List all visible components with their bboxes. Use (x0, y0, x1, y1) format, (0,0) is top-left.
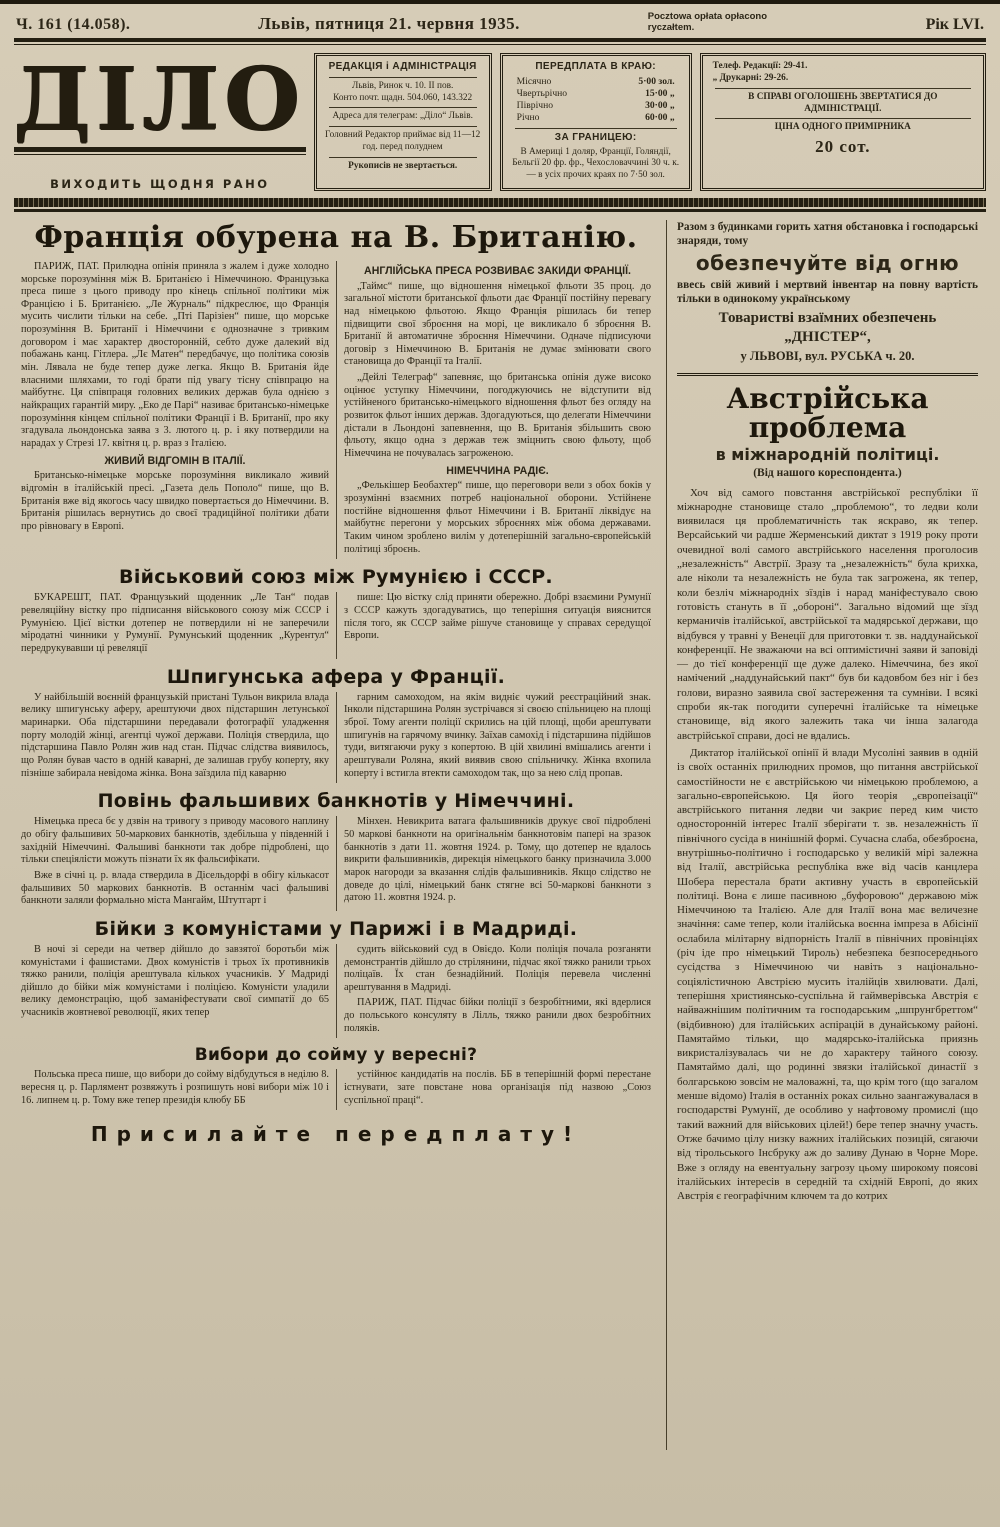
redaction-box (314, 53, 492, 191)
divider (329, 157, 477, 158)
section-sejm-elections (14, 1045, 658, 1110)
ad-body: ввесь свій живий і мертвий інвентар на повну вартість тільки в одинокому українському (677, 279, 978, 306)
subheadline: ЖИВИЙ ВІДГОМІН В ІТАЛІЇ. (104, 454, 246, 467)
newspaper-logo: ДІЛО (14, 48, 306, 150)
article-paragraph: Вже в січні ц. р. влада ствердила в Дісельдорфі в обігу кількасот фальшивих 50 маркових банкнотів. В останнім часі фальшиві банкноти заляли формально міста Мангайм, Штутгарт і (21, 869, 329, 907)
top-bar (14, 10, 986, 38)
section-headline: Повінь фальшивих банкнотів у Німеччині. (97, 790, 575, 813)
right-column (666, 220, 978, 1450)
article-paragraph: „Таймс“ пише, що відношення німецької фльоти 35 проц. до загальної містоти британської фльоти дає Франції постійну перевагу над німецькою фльотою. Якщо Франція рішилась би тепер підвищити свої зброєння на морі, це викликало б зброєння В. Британії й автоматичне зброєння Німеччини. Одначе підписуючи договір з Німеччиною В. Британія не думає змінювати свого становища до Франції та Італії. (344, 280, 651, 368)
article-paragraph: ПАРИЖ, ПАТ. Підчас бійки поліції з безробітними, які вдерлися до польського консуляту в Лілль, тяжко ранили двох безробітних поляків. (344, 997, 651, 1034)
lead-column-right (336, 261, 658, 560)
date-line: Львів, пятниця 21. червня 1935. (258, 13, 520, 33)
left-region (14, 220, 666, 1450)
section-column-left (14, 944, 336, 1039)
section-column-left (14, 692, 336, 784)
section-column-right (336, 592, 658, 658)
lead-column-left (14, 261, 336, 560)
section-spy-affair (14, 666, 658, 784)
divider (329, 77, 477, 78)
ad-address: у ЛЬВОВІ, вул. РУСЬКА ч. 20. (740, 348, 915, 363)
subscription-label: Чвертьрічно (516, 87, 568, 99)
subscription-title: ПЕРЕДПЛАТА В КРАЮ: (535, 60, 657, 72)
section-column-left (14, 816, 336, 911)
article-paragraph: пише: Цю вістку слід приняти обережно. Добрі взаємини Румунії з СССР кажуть здогадуватись, що теперішня ситуація вияснится після того, як СССР займе рішуче становище у справах середущої Европи. (344, 592, 651, 642)
issue-number: Ч. 161 (14.058). (16, 15, 131, 33)
ad-intro: Разом з будинками горить хатня обстановка і господарські знаряди, тому (677, 220, 978, 247)
section-headline: Шпигунська афера у Франції. (166, 665, 506, 688)
article-paragraph: устійнює кандидатів на послів. ББ в теперішній формі перестане істнувати, зате повстане нова організація під назвою „Союз суспільної праці“. (344, 1069, 651, 1106)
subscription-value: 5·00 зол. (638, 75, 675, 87)
subscription-abroad-title: ЗА ГРАНИЦЕЮ: (554, 131, 637, 143)
ad-slogan: обезпечуйте від огню (695, 251, 960, 276)
divider (329, 126, 477, 127)
contact-box (700, 53, 986, 191)
subheadline: НІМЕЧЧИНА РАДІЄ. (446, 464, 549, 477)
article-subheadline: в міжнародній політиці. (715, 444, 940, 464)
subscription-label: Річно (516, 112, 540, 124)
content (14, 220, 986, 1450)
article-headline: Австрійська проблема (726, 381, 929, 445)
top-rule-heavy (14, 38, 986, 42)
divider (715, 118, 971, 119)
subscription-abroad-text: В Америці 1 доляр, Франції, Голяндії, Бельгії 20 фр. фр., Чехословаччині 30 ч. к. — в усіх прочих краях по 7·50 зол. (512, 146, 680, 181)
section-column-right (336, 816, 658, 911)
section-headline: Вибори до сойму у вересні? (194, 1045, 478, 1066)
subscription-value: 30·00 „ (645, 100, 675, 112)
main-headline: Франція обурена на В. Британію. (34, 219, 638, 255)
section-military-union (14, 566, 658, 658)
redaction-konto: Конто почт. щадн. 504.060, 143.322 (333, 92, 473, 103)
article-paragraph: „Дейлі Телеграф“ запевняє, що британська опінія дуже високо оцінює уступку Німеччини, погоджуючись не відступити від устійненого британсько-німецького відношення фльот без огляду на розвиток фльот інших держав. Здогадуються, що делегати Німеччини дістали в Льондоні запевнення, що В. Британія збільшить свою фльоту, якщо одна з держав теж зміцнить свою фльоту, щоб Німеччина не почувалась загроженою. (344, 372, 651, 460)
austrian-problem-article (677, 381, 978, 1204)
subscription-box (500, 53, 692, 191)
section-column-right (336, 1069, 658, 1110)
article-paragraph: В ночі зі середи на четвер дійшло до завзятої боротьби між комуністами і фашистами. Двох комуністів і трьох їх противників тяжко ранили, поліція арештувала кількох учасників. У Мадриді дійшло до бійки між комуністами і поліцією. Комуністи уладили велику демонстрацію, щоб заманіфестувати свої симпатії до 65 учасників жовтневої революції, яких тепер (21, 943, 329, 1019)
subscription-row (509, 88, 683, 100)
redaction-telegrams: Адреса для телеграм: „Діло“ Львів. (332, 111, 473, 122)
article-byline: (Від нашого кореспондента.) (753, 466, 902, 479)
article-paragraph: Британсько-німецьке морське порозуміння викликало живий відгомін в італійській пресі. „Газета дель Пополо“ пише, що В. Британія вже від якогось часу швидко повертається до Німеччини. В. Британія рішилась вернутись до своєї традиційної політики дбати про рівновагу в Европі. (21, 470, 329, 533)
subscription-label: Місячно (516, 75, 552, 87)
article-paragraph: ПАРИЖ, ПАТ. Прилюдна опінія приняла з жалем і дуже холодно морське порозуміння між В. Британією і Німеччиною. Французька преса пише з цього приводу про кінець спільної політики між Францією і Б. Британією. „Ле Журналь“ підкреслює, що Франція мусить числити тільки на себе. „Пті Парізіен“ пише, що морське порозуміння В. Британії і Німеччини є однозначне з тривким договором і має характер двосторонній, себто дуже далекий від побажань канц. Гітлера. „Лє Матен“ передбачує, що політика союзів мін. Лявала не буде тепер дуже легка. Якщо В. Британія йде власними шляхами, то годі брати під увагу тісну співпрацю на майбутнє. Ця співпраця головних великих держав була однією з найкращих гарантій миру. „Еко де Парі“ називає британсько-німецьке порозуміння кінцем спільної політики Франції і В. Британії, про яку згадувала льондонська заява з 3. лютого ц. р. і яку потвердили на нарадах у Стрезі 17. квітня ц. р. враз з Італією. (21, 260, 329, 450)
copy-price: 20 сот. (815, 137, 871, 157)
section-column-right (336, 692, 658, 784)
redaction-manuscripts: Рукописів не звертається. (348, 161, 458, 172)
masthead (14, 48, 986, 191)
article-paragraph: „Фелькішер Беобахтер“ пише, що переговори вели з обох боків у зрозумінні взаємних потреб національної оборони. Устійнене постійне відношення фльот Німеччини і В. Британії ліквідує на майбутнє перегони у морських зброєннях між обома державами. Таким чином зроблено вилім у дотеперішній загально-європейській політиці зброєнь. (344, 480, 651, 555)
article-paragraph: Німецька преса бє у дзвін на тривогу з приводу масового наплину до обігу фальшивих 50-маркових банкнотів, здебільша у південній і західній Німеччині. Фальшиві банкноти так добре підроблені, що тільки спеціялісти можуть пізнати їх як фальсифікати. (21, 816, 329, 866)
ornamental-band-sub (14, 209, 986, 212)
subscription-label: Піврічно (516, 100, 554, 112)
logo-block (14, 48, 306, 191)
subheadline: АНГЛІЙСЬКА ПРЕСА РОЗВИВАЄ ЗАКИДИ ФРАНЦІЇ. (364, 264, 631, 277)
section-fake-banknotes (14, 790, 658, 911)
ornamental-band (14, 198, 986, 207)
section-communist-fights (14, 918, 658, 1039)
article-paragraph: гарним самоходом, на якім видніє чужий реєстраційний знак. Інколи підстаршина Ролян зустрічався зі своєю спільницею на площі зброї. Тому агенти поліції скрились на цій площі, щоби арештувати шпигунів на гарячому вчинку. Заїхав самохід і підстаршина підійшов туди, витягаючи руку з копертою. В цій хвилині вмішались агенти і арештували Роляна, який виявив свою спільничку. Жінка вхопила коперту і встигла втекти самоходом так, що за нею слід пропав. (344, 691, 651, 779)
price-label: ЦІНА ОДНОГО ПРИМІРНИКА (774, 122, 911, 133)
article-paragraph: Диктатор італійської опінії й влади Мусоліні заявив в одній із своїх останніх прилюдних промов, що питання австрійської самостійности не є австрійською чи німецькою проблемою, а загально-європейською. Ця його теорія „європеізації“ австрійського питання ледви чи закриє перед ким чисто односторонній інтерес Італії зберігати т. зв. незалежність її північного сусіда в нинішній формі. Сучасна слаба, обезброєна, внутрішньо-політично і господарсько у великій мірі залежна від Італії, австрійська республіка вже від часів канцлера Шобера перестала брати активну участь в європейській політиці. Вона є лише пасивною „буфоровою“ державою між Німеччиною та Італією. Але для Італії вона має величезне значіння: саме тепер, коли італійська воєнна імпреза в Абісінії ослабила мілітарну відпорність Італії в північних провінціях (річ іде про німецький Тироль) небезпека безпосереднього сусідства з Німеччиною чи навіть з національно-соціялістичною Австрією мусить італійців хвилювати. Далі, теперішня християнсько-суспільна й гаймверівська Австрія є найважнішим політичним та господарським „шпрунгбреттом“ (відбивною) для італійських аспірацій в дунайському районі. Памятаймо тільки, що мадярсько-італійська приязнь викристалізувалась чи не до характеру тайного союзу. Памятаймо далі, що родинні звязки італійської династії з болгарською зовсім не маловажні, та, що крім того (що загалом менше відомо) Італія в останніх роках сильно заангажувалася в господарстві Румунії, де особливо у нафтовому промислі (що такий важний для військових цілей!) бере тепер значну участь. Отже бачимо цілу низку важних італійських позицій, сягаючи від тірольського Інсбруку аж до заливу Дунаю в Чорне Море. Вже з огляду на евентуальну загрозу цьому широкому поясові італійських інтересів в середній та східній Европі, до яких Австрія є географічним ключем та до котрих (677, 746, 978, 1203)
section-headline: Військовий союз між Румунією і СССР. (119, 566, 553, 589)
section-column-right (336, 944, 658, 1039)
phone-printing: „ Друкарні: 29-26. (712, 72, 789, 83)
section-column-left (14, 1069, 336, 1110)
subscription-row (509, 100, 683, 112)
dnister-insurance-ad (677, 220, 978, 364)
article-paragraph: У найбільшій воєнній французькій пристані Тульон викрила влада велику шпигунську аферу, арештуючи двох підстаршин летунської маринарки. Оба підстаршини передавали фотографії уладження порту молодій жінці, агентці чужої держави. Поліція ствердила, що підстаршина Павло Ролян жив над стан. Підчас слідства виявилось, що Ролян бував часто в одній каварні, де залишав грубу коперту, яку пізніше забирала невідома жінка. Вона заїздила під каварню (21, 691, 329, 779)
section-column-left (14, 592, 336, 658)
ads-notice: В СПРАВІ ОГОЛОШЕНЬ ЗВЕРТАТИСЯ ДО АДМІНІСТРАЦІЇ. (748, 91, 938, 114)
lead-article (14, 220, 658, 560)
subscription-row (509, 76, 683, 88)
redaction-address: Львів, Ринок ч. 10. II пов. (352, 80, 454, 91)
top-rule-thin (14, 44, 986, 45)
phone-redaction: Телеф. Редакції: 29-41. (712, 60, 808, 71)
subscription-row (509, 112, 683, 124)
subscription-value: 15·00 „ (645, 87, 675, 99)
ad-brand: Товаристві взаїмних обезпечень „ДНІСТЕР“, (718, 310, 937, 346)
subscription-call: Присилайте передплату! (90, 1122, 582, 1147)
article-paragraph: Хоч від самого повстання австрійської республіки її міжнародне становище стало „проблемою“, то ледви коли виявилася ця проблематичність так яскраво, як тепер. Версайський чи радше Жерменський диктат з 1919 року проти очевидної волі самого австрійського населення проголосив „незалежність“ Австрії. Зразу та „незалежність“ була крихка, але ніколи та незалежність не була так загрожена, як тепер, коли безліч міжнародніх зїздів і нарад маніфестувало свою готовість стануть в її „обороні“. Загально відомий ще зїзд керманичів італійської, австрійської та мадярської держави, що відбувся у травні у Венеції для приготовки т. зв. наддунайської конференції. Не зважаючи на всі оптимістичні заяви й заповіді — до тієї конференції ще дуже далеко. Німеччина, без якої намічений „наддунайський пакт“ був би кадовбом без ніг і без голови, виразно заявила свої застереження та сумніви. І всякі спроби як-так погодити суперечні італійське та німецьке становище, від якого залежить така чи інша залагода австрійської справи, досі не вдались. (677, 486, 978, 742)
divider (677, 373, 978, 376)
postal-note: Pocztowa opłata opłacono ryczałtem. (647, 11, 768, 33)
tagline: ВИХОДИТЬ ЩОДНЯ РАНО (50, 176, 270, 191)
section-headline: Бійки з комуністами у Парижі і в Мадриді. (94, 917, 578, 940)
divider (329, 107, 477, 108)
divider (515, 128, 677, 129)
article-paragraph: БУКАРЕШТ, ПАТ. Французький щоденник „Ле Тан“ подав ревеляційну вістку про підписання військового союзу між СССР і Румунією. Цієї вістки дотепер не потвердили ні не заперечили міродатні чинники у Румунії. Румунський щоденник „Курентул“ передрукувавши ці ревеляції (21, 592, 329, 654)
divider (715, 88, 971, 89)
subscription-value: 60·00 „ (645, 112, 675, 124)
article-paragraph: Мінхен. Невикрита ватага фальшивників друкує свої підроблені 50 маркові банкноти на оригінальнім банкнотовім папері на зразок банкнотів з дати 11. жовтня 1924. р. Тому, що дотепер не вдалось викрити фальшивників, дирекція німецького банку призначила 3.000 марок нагороди за вказання слідів фальшивників. Якщо слідство не доведе до цілі, німецький банк стягне всі 50-маркові банкноти з датою 11. жовтня 1924. р. (344, 816, 651, 904)
article-paragraph: Польська преса пише, що вибори до сойму відбудуться в неділю 8. вересня ц. р. Парлямент розвяжуть і розпишуть нові вибори між 10 і 16. липнем ц. р. Тому вже тепер президія клюбу ББ (21, 1069, 329, 1106)
article-paragraph: судить військовий суд в Овієдо. Коли поліція почала розганяти демонстрантів дійшло до стрілянини, підчас якої тяжко ранили трьох поліцаїв. Їх стан безнадійний. Поліція перевела численні арештування в Мадриді. (344, 943, 651, 993)
volume-year: Рік LVI. (925, 15, 984, 33)
redaction-editor-hours: Головний Редактор приймає від 11—12 год. перед полуднем (325, 130, 481, 153)
redaction-title: РЕДАКЦІЯ і АДМІНІСТРАЦІЯ (328, 60, 477, 72)
